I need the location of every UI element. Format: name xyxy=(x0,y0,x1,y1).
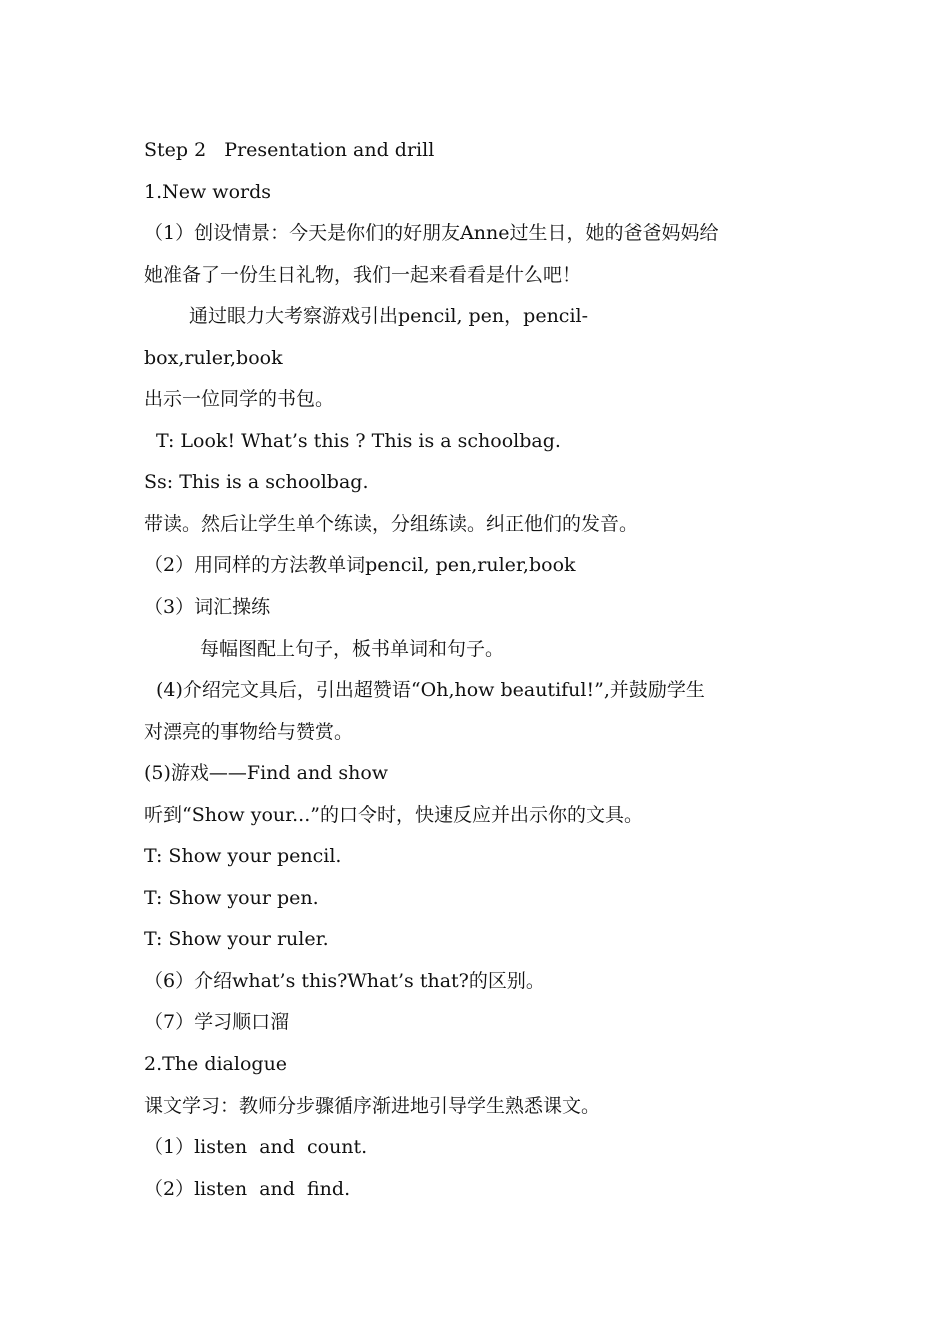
list-item: （7）学习顺口溜 xyxy=(144,1011,290,1034)
list-item: （2）listen and find. xyxy=(144,1177,351,1200)
paragraph-line: 她准备了一份生日礼物，我们一起来看看是什么吧！ xyxy=(144,263,582,286)
list-item: （2）用同样的方法教单词pencil, pen,ruler,book xyxy=(144,554,576,577)
paragraph-line: 通过眼力大考察游戏引出pencil, pen，pencil- xyxy=(189,305,589,328)
list-item: (5)游戏——Find and show xyxy=(144,762,389,785)
dialogue-line: Ss: This is a schoolbag. xyxy=(144,471,369,494)
paragraph-line: 每幅图配上句子，板书单词和句子。 xyxy=(200,637,505,660)
dialogue-line: T: Show your pen. xyxy=(144,886,319,909)
dialogue-line: T: Show your ruler. xyxy=(144,928,329,951)
paragraph-line: 出示一位同学的书包。 xyxy=(144,388,335,411)
dialogue-line: T: Look! What’s this ? This is a schoolbag. xyxy=(156,429,561,452)
paragraph-line: 对漂亮的事物给与赞赏。 xyxy=(144,720,354,743)
paragraph-line: 听到“Show your...”的口令时，快速反应并出示你的文具。 xyxy=(144,803,643,826)
section-heading-dialogue: 2.The dialogue xyxy=(144,1053,288,1076)
step-heading: Step 2 Presentation and drill xyxy=(144,139,435,161)
list-item: (4)介绍完文具后，引出超赞语“Oh,how beautiful!”,并鼓励学生 xyxy=(156,679,705,702)
list-item: （3）词汇操练 xyxy=(144,596,271,619)
dialogue-line: T: Show your pencil. xyxy=(144,845,342,868)
section-heading-new-words: 1.New words xyxy=(144,180,271,203)
list-item: （1）listen and count. xyxy=(144,1136,368,1159)
document-body xyxy=(144,133,812,1213)
list-item: （6）介绍what’s this?What’s that?的区别。 xyxy=(144,969,545,992)
paragraph-line: 课文学习：教师分步骤循序渐进地引导学生熟悉课文。 xyxy=(144,1094,601,1117)
paragraph-line: box,ruler,book xyxy=(144,346,283,369)
paragraph-line: 带读。然后让学生单个练读，分组练读。纠正他们的发音。 xyxy=(144,512,639,535)
paragraph-line: （1）创设情景：今天是你们的好朋友Anne过生日，她的爸爸妈妈给 xyxy=(144,222,719,245)
